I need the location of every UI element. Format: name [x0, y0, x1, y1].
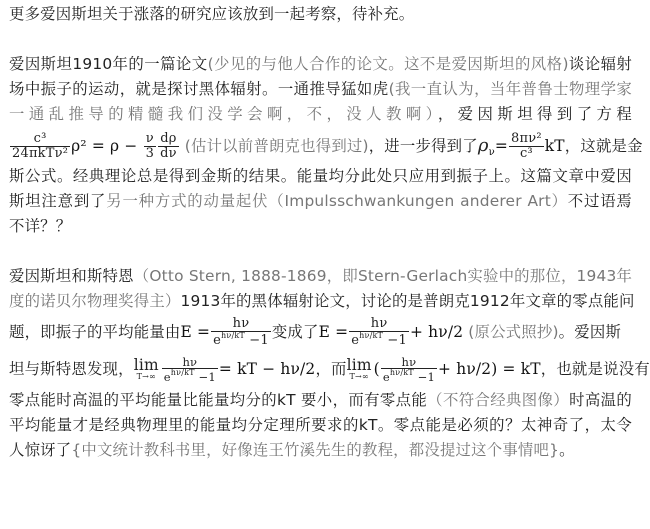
aside-note: (我一直认为，当年普鲁士物理学家	[388, 80, 632, 98]
aside-note: {中文统计教科书里，好像连王竹溪先生的教程，都没提过这个事情吧}	[71, 441, 560, 459]
equation-fraction: $\frac{d\rho}{d\nu}$	[160, 131, 177, 161]
aside-note: (原公式照抄)	[468, 323, 559, 341]
equation-fraction: $\frac{\text{c³}}{\text{24πkTν²}}$	[12, 131, 69, 161]
aside-note: (估计以前普朗克也得到过)	[184, 137, 369, 155]
aside-note: 另一种方式的动量起伏（Impulsschwankungen anderer Art）	[106, 192, 568, 210]
p2-line-1: 爱因斯坦1910年的一篇论文(少见的与他人合作的论文。这不是爱因斯坦的风格)谈论辐射	[9, 55, 633, 73]
p3-line-3-equations: 题，即振子的平均能量由E = $\frac{h\nu}{e^{h\nu/kT} -1}$ 变成了E = $\frac{h\nu}{e^{h\nu/kT} -1}$ + hν/2 (原公式照抄)。爱因斯	[9, 316, 622, 348]
p2-line-4-equations: $\frac{\text{c³}}{\text{24πkTν²}}$ ρ² = ρ − $\frac{\nu}{3}$ $\frac{d\rho}{d\nu}$ (估计以前普朗克也得到过)，进一步得到了$\rho_\nu=$ $\frac{\text{8πν²}}{\text{c³}}$ kT，这就是金	[12, 131, 643, 161]
p3-line-2: 度的诺贝尔物理奖得主）1913年的黑体辐射论文，讨论的是普朗克1912年文章的零点能问	[9, 292, 635, 310]
intro-line	[9, 2, 632, 27]
limit-operator: lim T→∞	[346, 355, 372, 382]
aside-note: 一通乱推导的精髓我们没学会啊，不，没人教啊）	[9, 105, 438, 123]
p2-line-2: 场中振子的运动，就是探讨黑体辐射。一通推导猛如虎(我一直认为，当年普鲁士物理学家	[9, 80, 632, 98]
aside-note: (少见的与他人合作的论文。这不是爱因斯坦的风格)	[207, 55, 569, 73]
p2-line-7: 不详？？	[9, 217, 72, 235]
equation-text: ρ² = ρ −	[71, 137, 138, 155]
p3-line-4-limits: 坦与斯特恩发现， lim T→∞ $\frac{h\nu}{e^{h\nu/kT} -1}$ = kT − hν/2，而 lim T→∞ ( $\frac{h\nu}{e^{h\nu/kT} -1}$ + hν/2) = kT，也就是说没有	[9, 354, 650, 384]
p3-line-7: 人惊讶了{中文统计教科书里，好像连王竹溪先生的教程，都没提过这个事情吧}。	[9, 441, 575, 459]
aside-note: 度的诺贝尔物理奖得主）	[9, 292, 181, 310]
equation-fraction: $\frac{h\nu}{e^{h\nu/kT} -1}$	[163, 354, 216, 384]
aside-note: （Otto Stern, 1888-1869，即Stern-Gerlach实验中的那位，1943年	[133, 267, 633, 285]
p3-line-5: 零点能时高温的平均能量比能量均分的kT 要小，而有零点能（不符合经典图像）时高温的	[9, 391, 632, 409]
equation-text: kT	[544, 137, 565, 155]
equation-symbol: ρ	[477, 135, 489, 156]
equation-fraction: $\frac{h\nu}{e^{h\nu/kT} -1}$	[351, 316, 407, 348]
equation-fraction: $\frac{\nu}{3}$	[145, 131, 155, 161]
paragraph-gap	[9, 27, 632, 52]
equation-fraction: $\frac{\text{8πν²}}{\text{c³}}$	[511, 131, 542, 161]
p2-line-3: 一通乱推导的精髓我们没学会啊，不，没人教啊），爱因斯坦得到了方程	[9, 105, 632, 123]
equation-fraction: $\frac{h\nu}{e^{h\nu/kT} -1}$	[382, 354, 436, 384]
p3-line-6: 平均能量才是经典物理里的能量均分定理所要求的kT。零点能是必须的？太神奇了，太令	[9, 416, 632, 434]
limit-operator: lim T→∞	[133, 355, 159, 382]
equation-fraction: $\frac{h\nu}{e^{h\nu/kT} -1}$	[213, 316, 269, 348]
p3-line-1: 爱因斯坦和斯特恩（Otto Stern, 1888-1869，即Stern-Gerlach实验中的那位，1943年	[9, 267, 633, 285]
p2-line-6: 斯坦注意到了另一种方式的动量起伏（Impulsschwankungen anderer Art）不过语焉	[9, 192, 632, 210]
p2-line-5: 斯公式。经典理论总是得到金斯的结果。能量均分此处只应用到振子上。这篇文章中爱因	[9, 167, 632, 185]
intro-text: 更多爱因斯坦关于涨落的研究应该放到一起考察，待补充。	[9, 5, 415, 23]
aside-note: （不符合经典图像）	[427, 391, 570, 409]
paragraph-gap	[9, 239, 632, 264]
